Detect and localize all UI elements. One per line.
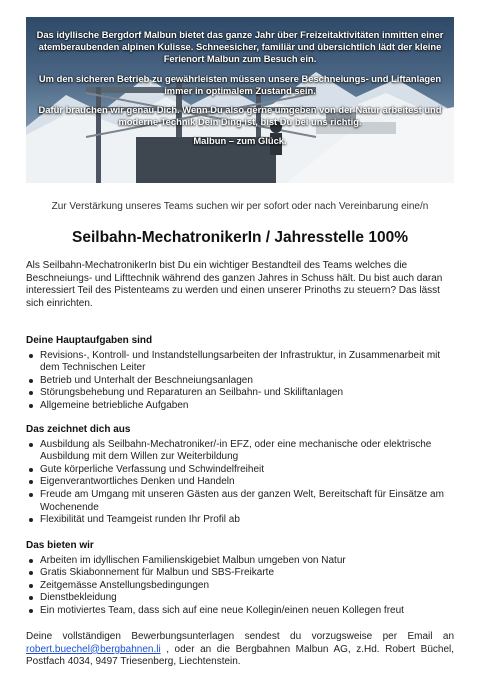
hero-paragraph: Dafür brauchen wir genau Dich. Wenn Du also gerne umgeben von der Natur arbeitest und moderne Technik Dein Ding ist, bist Du bei uns richtig. <box>38 104 442 128</box>
section-offer <box>26 540 456 618</box>
hero-slogan: Malbun – zum Glück. <box>193 135 287 147</box>
task-list <box>26 350 456 413</box>
list-item: Störungsbehebung und Reparaturen an Seilbahn- und Skiliftanlagen <box>40 387 456 400</box>
list-item: Ausbildung als Seilbahn-Mechatroniker/-in EFZ, oder eine mechanische oder elektrische Ausbildung mit dem Willen zur Weiterbildung <box>40 439 456 464</box>
hero-text <box>26 29 454 155</box>
list-item: Eigenverantwortliches Denken und Handeln <box>40 476 456 489</box>
intro-text: Zur Verstärkung unseres Teams suchen wir per sofort oder nach Vereinbarung eine/n <box>51 201 429 212</box>
job-description: Als Seilbahn-MechatronikerIn bist Du ein wichtiger Bestandteil des Teams welches die Beschneiungs- und Lifttechnik während des ganzen Jahres in Schuss hält. Du bist auch daran interessiert Teil des Pistenteams zu werden und einen unserer Prinoths zu steuern? Das lässt sich einrichten. <box>26 260 443 309</box>
list-item: Gratis Skiabonnement für Malbun und SBS-Freikarte <box>40 567 456 580</box>
section-heading: Deine Hauptaufgaben sind <box>26 335 153 346</box>
profile-list <box>26 439 456 527</box>
list-item: Ein motiviertes Team, dass sich auf eine neue Kollegin/einen neuen Kollegen freut <box>40 605 456 618</box>
section-heading: Das zeichnet dich aus <box>26 424 131 435</box>
list-item: Revisions-, Kontroll- und Instandstellungsarbeiten der Infrastruktur, in Zusammenarbeit mit dem Technischen Leiter <box>40 350 456 375</box>
list-item: Arbeiten im idyllischen Familienskigebiet Malbun umgeben von Natur <box>40 555 456 568</box>
section-profile <box>26 424 456 527</box>
list-item: Allgemeine betriebliche Aufgaben <box>40 400 456 413</box>
list-item: Zeitgemässe Anstellungsbedingungen <box>40 580 456 593</box>
closing-address: , oder an die Bergbahnen Malbun AG, z.Hd. Robert Büchel, Postfach 4034, 9497 Triesenberg, Liechtenstein. <box>26 643 454 668</box>
job-title: Seilbahn-MechatronikerIn / Jahresstelle 100% <box>72 229 408 246</box>
list-item: Freude am Umgang mit unseren Gästen aus der ganzen Welt, Bereitschaft für Einsätze am Wochenende <box>40 489 456 514</box>
list-item: Flexibilität und Teamgeist runden Ihr Profil ab <box>40 514 456 527</box>
list-item: Dienstbekleidung <box>40 592 456 605</box>
hero-image <box>26 17 454 183</box>
offer-list <box>26 555 456 618</box>
closing-text <box>26 631 454 669</box>
list-item: Gute körperliche Verfassung und Schwindelfreiheit <box>40 464 456 477</box>
list-item: Betrieb und Unterhalt der Beschneiungsanlagen <box>40 375 456 388</box>
email-link[interactable]: robert.buechel@bergbahnen.li <box>26 643 161 655</box>
section-heading: Das bieten wir <box>26 540 94 551</box>
section-tasks <box>26 335 456 413</box>
closing-intro: Deine vollständigen Bewerbungsunterlagen sendest du vorzugsweise per Email an <box>26 631 454 642</box>
hero-paragraph: Das idyllische Bergdorf Malbun bietet das ganze Jahr über Freizeitaktivitäten inmitten einer atemberaubenden alpinen Kulisse. Schneesicher, familiär und übersichtlich lädt der kleine Ferienort Malbun zum Besuch ein. <box>36 29 444 65</box>
hero-paragraph: Um den sicheren Betrieb zu gewährleisten müssen unsere Beschneiungs- und Liftanlagen immer in optimalem Zustand sein. <box>38 72 442 96</box>
